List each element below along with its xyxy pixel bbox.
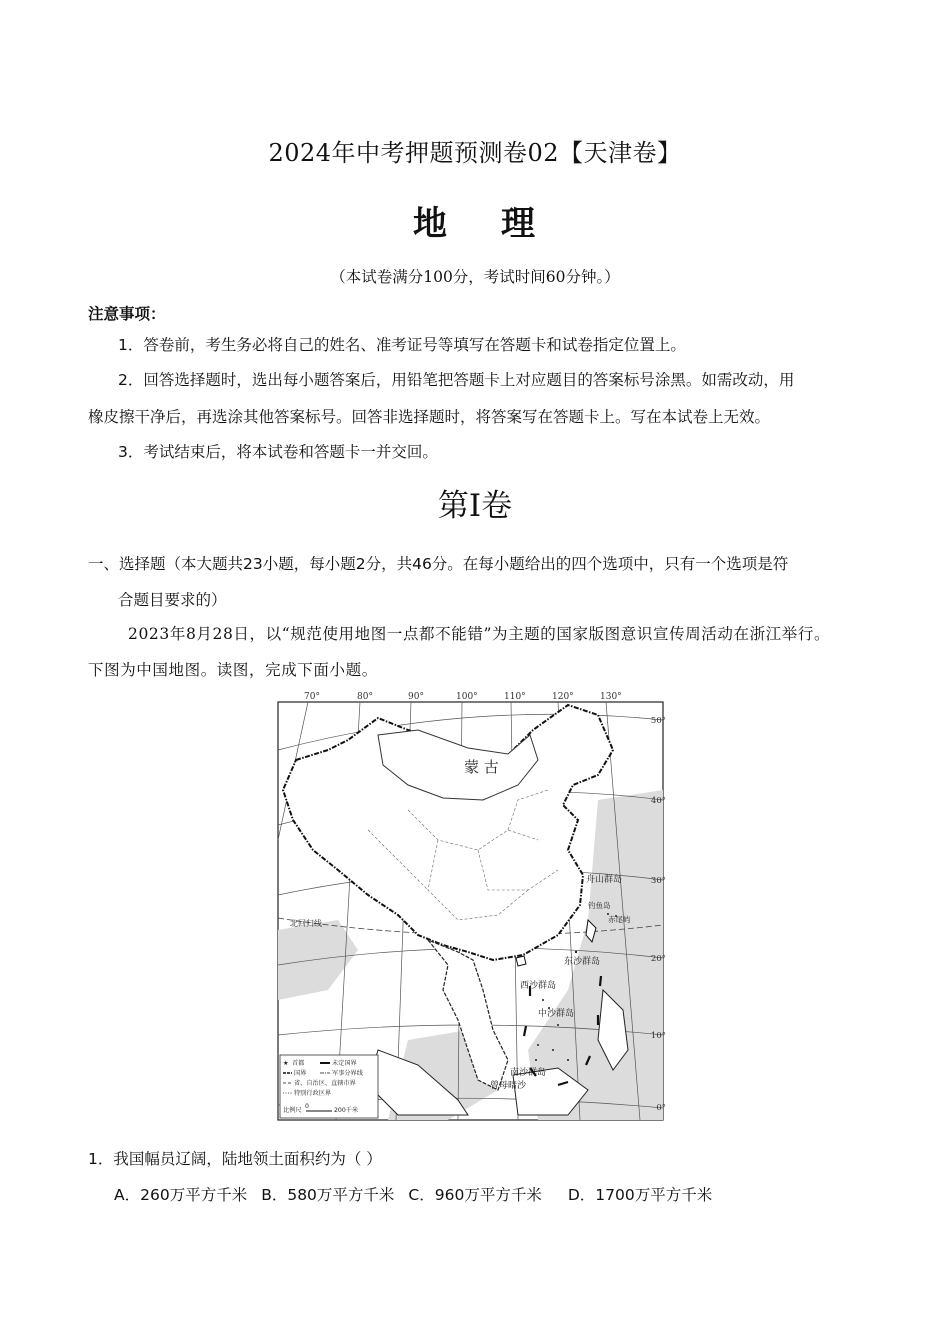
section-heading-line-2: 合题目要求的） <box>118 591 227 609</box>
subject-char-2: 理 <box>501 204 537 244</box>
label-tropic: 北回归线 <box>290 919 322 928</box>
lat-label-10: 10° <box>650 1031 666 1041</box>
legend-scale: 比例尺 <box>283 1107 302 1114</box>
question-1-options <box>114 1183 726 1205</box>
island-dot <box>575 951 577 953</box>
lon-label-80: 80° <box>357 692 373 702</box>
lat-label-20: 20° <box>650 954 666 964</box>
lat-label-40: 40° <box>650 796 666 806</box>
dash-line <box>600 976 601 986</box>
label-zhoushan: 舟山群岛 <box>586 875 623 885</box>
island-dot <box>535 1059 537 1061</box>
notice-item-2-line-2: 橡皮擦干净后，再选涂其他答案标号。回答非选择题时，将答案写在答题卡上。写在本试卷上无效。 <box>88 408 771 426</box>
island-dot <box>552 1049 554 1051</box>
lon-label-130: 130° <box>600 692 622 702</box>
legend-province: 省、自治区、直辖市界 <box>294 1080 356 1087</box>
subject-title <box>0 196 950 245</box>
label-chiwei: 赤尾屿 <box>608 915 631 924</box>
label-diaoyu: 钓鱼岛 <box>588 901 611 910</box>
notice-item-3: 3．考试结束后，将本试卷和答题卡一并交回。 <box>118 443 438 461</box>
label-nansha: 南沙群岛 <box>510 1068 547 1078</box>
question-context <box>88 616 888 688</box>
lat-label-30: 30° <box>650 876 666 886</box>
context-line-1: 2023年8月28日，以“规范使用地图一点都不能错”为主题的国家版图意识宣传周活动在浙江举行。 <box>128 625 831 643</box>
exam-title: 2024年中考押题预测卷02【天津卷】 <box>268 139 682 167</box>
label-mongolia: 蒙 古 <box>464 758 499 776</box>
lon-label-110: 110° <box>504 692 526 702</box>
legend-scale-start: 0 <box>305 1103 309 1110</box>
map-legend <box>280 1055 378 1118</box>
lon-label-70: 70° <box>304 692 320 702</box>
china-map-svg <box>268 690 668 1122</box>
label-xisha: 西沙群岛 <box>520 981 557 991</box>
context-line-2: 下图为中国地图。读图，完成下面小题。 <box>88 661 378 679</box>
legend-capital: 首都 <box>292 1060 305 1067</box>
lat-label-0: 0° <box>656 1103 666 1113</box>
legend-undefined: 未定国界 <box>332 1060 357 1067</box>
lat-label-50: 50° <box>650 716 666 726</box>
legend-sar: 特别行政区界 <box>294 1090 332 1097</box>
legend-scale-end: 200千米 <box>334 1107 359 1114</box>
option-c[interactable]: C．960万平方千米 <box>408 1186 542 1204</box>
lon-label-120: 120° <box>552 692 574 702</box>
lon-label-90: 90° <box>408 692 424 702</box>
notice-item-2-line-1: 2．回答选择题时，选出每小题答案后，用铅笔把答题卡上对应题目的答案标号涂黑。如需改动，用 <box>118 371 795 389</box>
island-dot <box>537 1044 539 1046</box>
section-heading <box>88 546 888 618</box>
island-dot <box>567 1059 569 1061</box>
question-1-stem: 1．我国幅员辽阔，陆地领土面积约为（ ） <box>88 1150 382 1168</box>
exam-note: （本试卷满分100分，考试时间60分钟。） <box>330 268 620 286</box>
option-b[interactable]: B．580万平方千米 <box>261 1186 395 1204</box>
notice-item-2 <box>88 362 878 436</box>
notice-item-1: 1．答卷前，考生务必将自己的姓名、准考证号等填写在答题卡和试卷指定位置上。 <box>118 336 686 354</box>
lon-label-100: 100° <box>456 692 478 702</box>
label-zhongsha: 中沙群岛 <box>538 1009 575 1019</box>
hainan-island <box>516 956 526 966</box>
island-dot <box>557 1024 559 1026</box>
legend-military: 军事分界线 <box>332 1070 363 1077</box>
notice-heading: 注意事项： <box>88 305 166 323</box>
island-dot <box>542 999 544 1001</box>
subject-char-1: 地 <box>413 204 449 244</box>
label-zengmu: 曾母暗沙 <box>490 1081 527 1091</box>
volume-title: 第Ⅰ卷 <box>437 488 513 524</box>
section-heading-line-1: 一、选择题（本大题共23小题，每小题2分，共46分。在每小题给出的四个选项中，只有一个选项是符 <box>88 555 789 573</box>
label-dongsha: 东沙群岛 <box>564 957 601 967</box>
legend-capital-star: ★ <box>283 1060 289 1067</box>
legend-border: 国界 <box>294 1070 307 1077</box>
option-a[interactable]: A．260万平方千米 <box>114 1186 248 1204</box>
option-d[interactable]: D．1700万平方千米 <box>567 1186 713 1204</box>
china-map-figure <box>268 690 668 1122</box>
